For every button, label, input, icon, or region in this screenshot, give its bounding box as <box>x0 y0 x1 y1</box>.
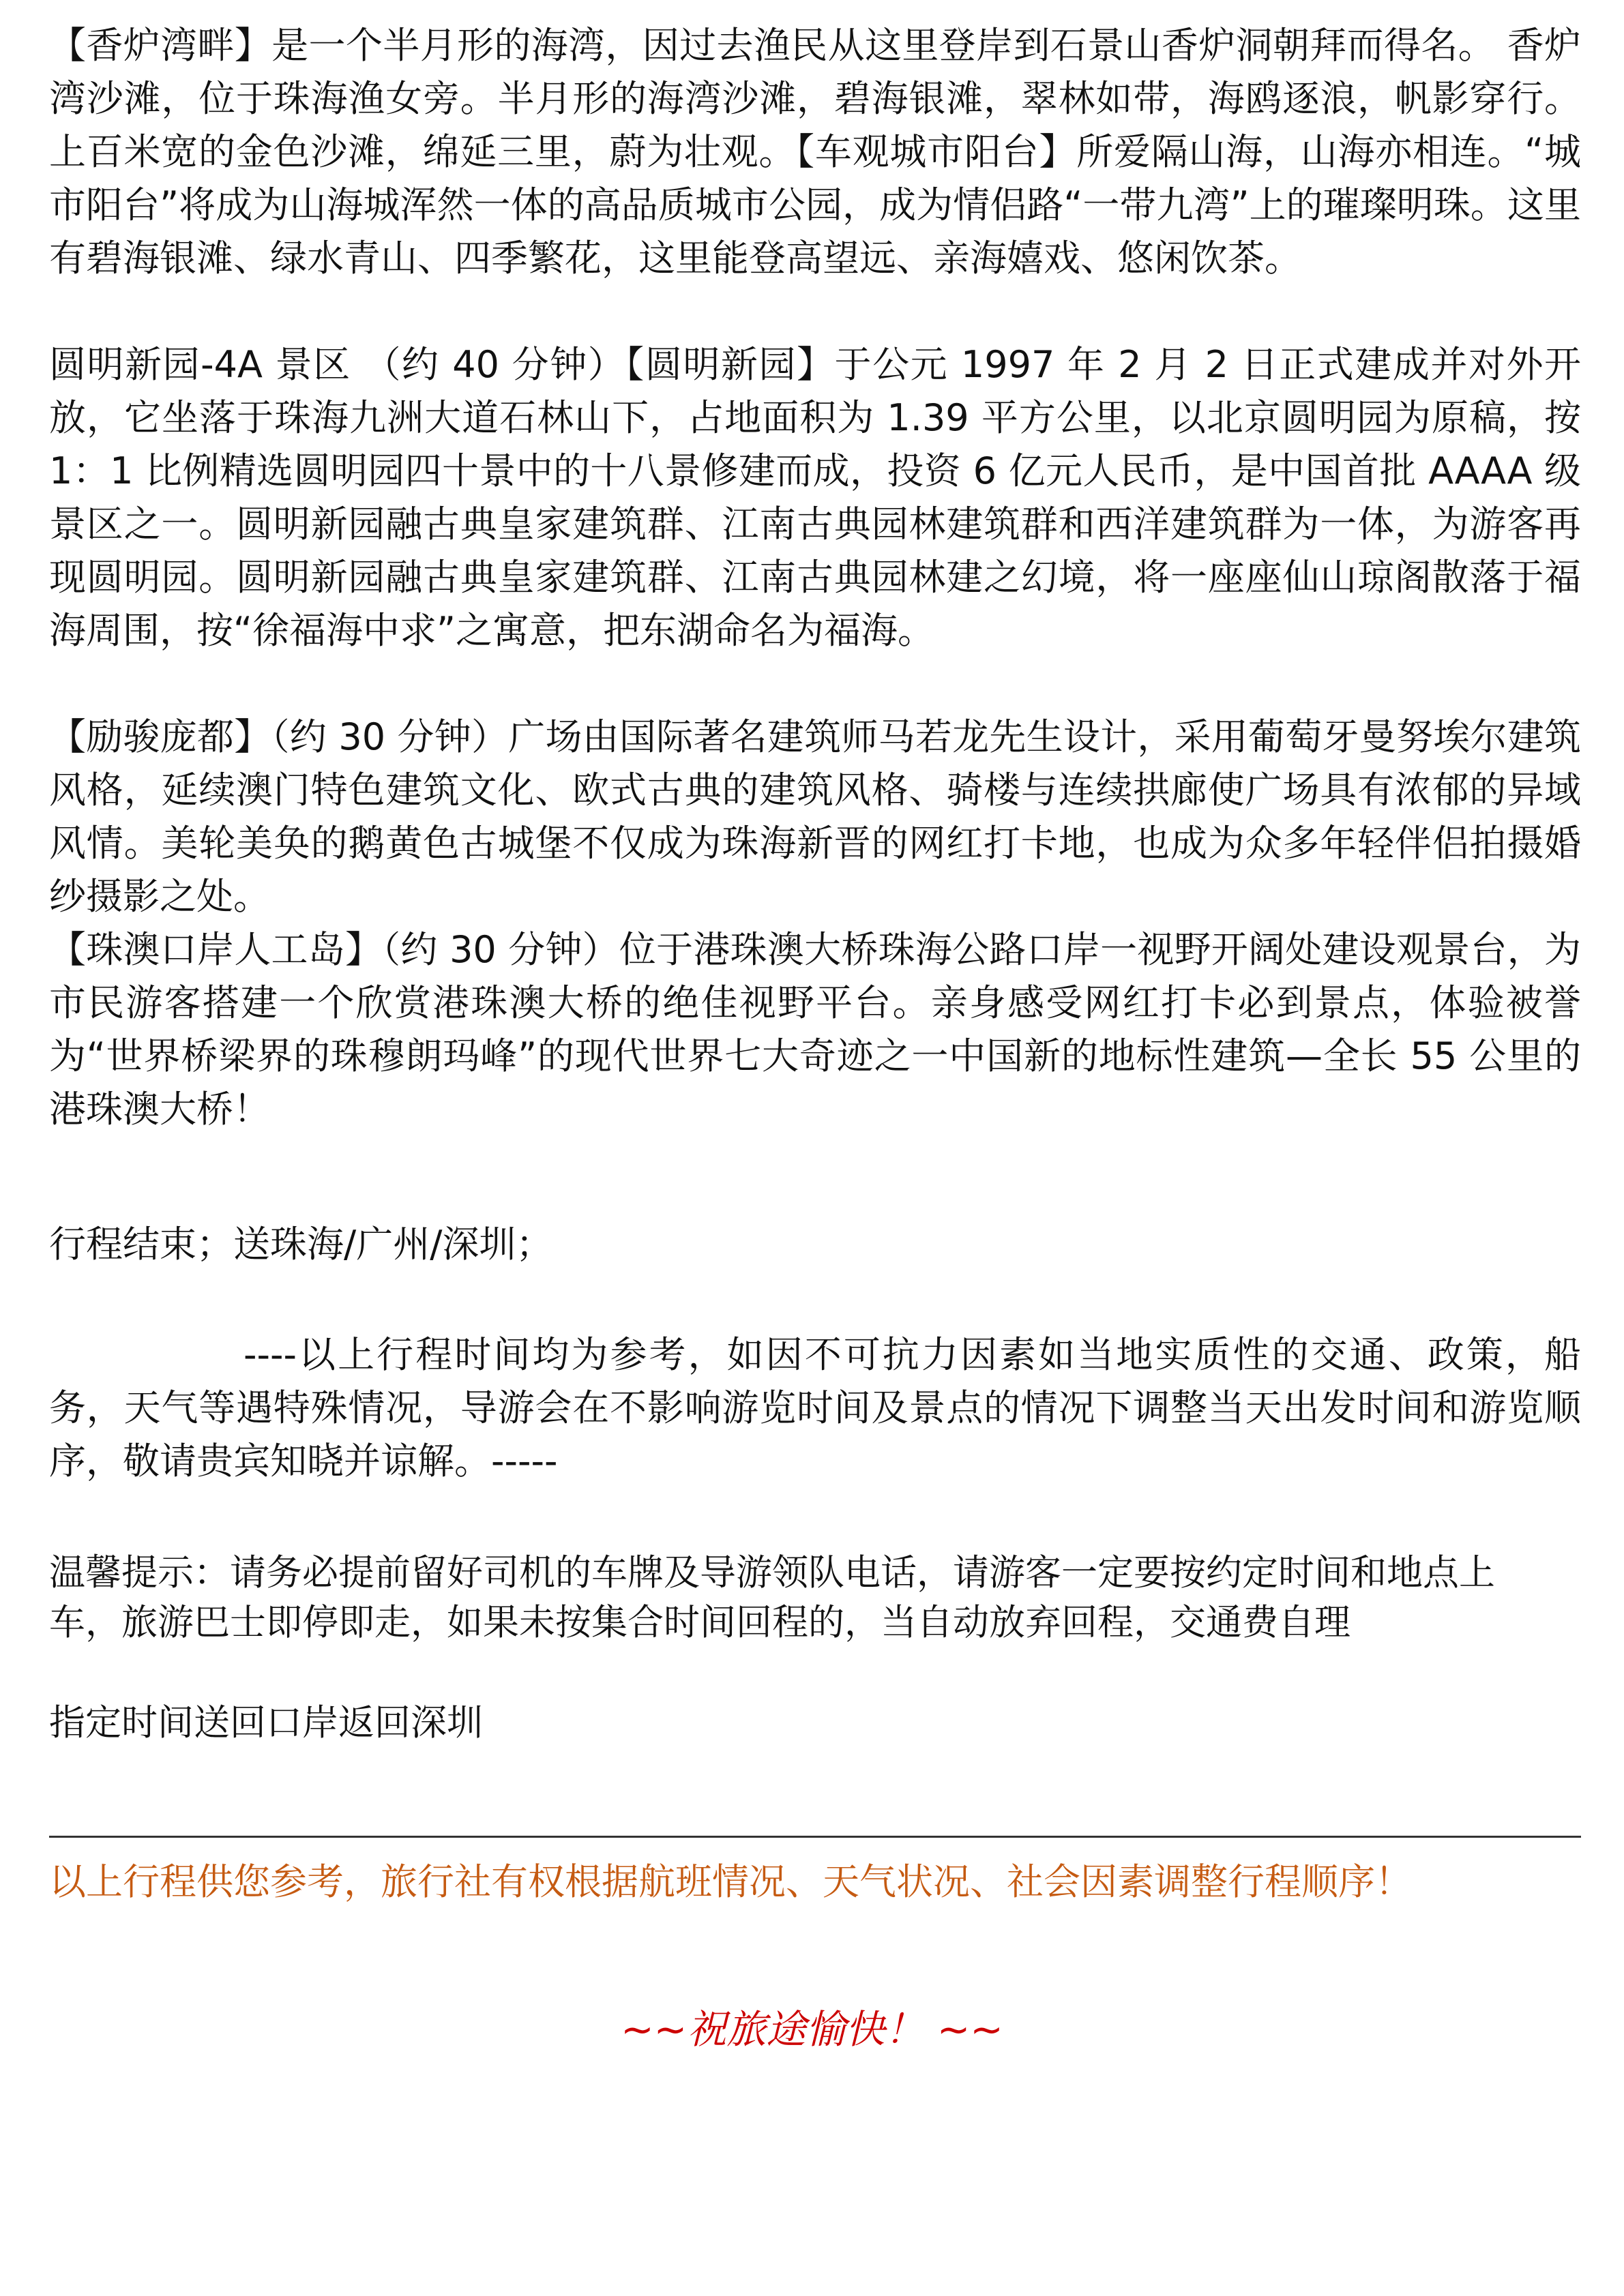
paragraph-trip-end <box>49 1218 1072 1271</box>
paragraph-schedule-disclaimer <box>49 1328 1581 1488</box>
paragraph-return-shenzhen <box>49 1698 1072 1748</box>
paragraph-yuanming-new-garden <box>49 338 1581 657</box>
paragraph-text: 【励骏庞都】（约 30 分钟）广场由国际著名建筑师马若龙先生设计，采用葡萄牙曼努埃尔建筑风格，延续澳门特色建筑文化、欧式古典的建筑风格、骑楼与连续拱廊使广场具有浓郁的异域风情。美轮美奂的鹅黄色古城堡不仅成为珠海新晋的网红打卡地，也成为众多年轻伴侣拍摄婚纱摄影之处。 <box>49 715 1581 918</box>
paragraph-warm-reminder <box>49 1548 1529 1648</box>
farewell-message: ~~祝旅途愉快！ ~~ <box>621 2006 1003 2053</box>
paragraph-text: 【香炉湾畔】是一个半月形的海湾，因过去渔民从这里登岸到石景山香炉洞朝拜而得名。 香炉湾沙滩，位于珠海渔女旁。半月形的海湾沙滩，碧海银滩，翠林如带，海鸥逐浪，帆影穿行。上百米宽的金色沙滩，绵延三里，蔚为壮观。【车观城市阳台】所爱隔山海，山海亦相连。“城市阳台”将成为山海城浑然一体的高品质城市公园，成为情侣路“一带九湾”上的璀璨明珠。这里有碧海银滩、绿水青山、四季繁花，这里能登高望远、亲海嬉戏、悠闲饮茶。 <box>49 24 1581 280</box>
paragraph-lisboeta-plaza <box>49 711 1581 923</box>
horizontal-divider <box>49 1836 1581 1838</box>
itinerary-notice: 以上行程供您参考，旅行社有权根据航班情况、天气状况、社会因素调整行程顺序！ <box>49 1860 1412 1903</box>
paragraph-text: ----以上行程时间均为参考，如因不可抗力因素如当地实质性的交通、政策，船务，天气等遇特殊情况，导游会在不影响游览时间及景点的情况下调整当天出发时间和游览顺序，敬请贵宾知晓并谅解。----- <box>49 1333 1581 1482</box>
paragraph-text: 温馨提示：请务必提前留好司机的车牌及导游领队电话，请游客一定要按约定时间和地点上车，旅游巴士即停即走，如果未按集合时间回程的，当自动放弃回程，交通费自理 <box>49 1552 1495 1643</box>
paragraph-xianglu-bay <box>49 19 1581 285</box>
paragraph-text: 行程结束；送珠海/广州/深圳； <box>49 1223 553 1266</box>
paragraph-zhuhai-macao-port-island <box>49 923 1581 1136</box>
paragraph-text: 圆明新园-4A 景区 （约 40 分钟）【圆明新园】于公元 1997 年 2 月 2 日正式建成并对外开放，它坐落于珠海九洲大道石林山下，占地面积为 1.39 平方公里，以北京圆明园为原稿，按 1：1 比例精选圆明园四十景中的十八景修建而成，投资 6 亿元人民币，是中国首批 AAAA 级景区之一。圆明新园融古典皇家建筑群、江南古典园林建筑群和西洋建筑群为一体，为游客再现圆明园。圆明新园融古典皇家建筑群、江南古典园林建之幻境，将一座座仙山琼阁散落于福海周围，按“徐福海中求”之寓意，把东湖命名为福海。 <box>49 343 1581 652</box>
paragraph-text: 【珠澳口岸人工岛】（约 30 分钟）位于港珠澳大桥珠海公路口岸一视野开阔处建设观景台，为市民游客搭建一个欣赏港珠澳大桥的绝佳视野平台。亲身感受网红打卡必到景点，体验被誉为“世界桥梁界的珠穆朗玛峰”的现代世界七大奇迹之一中国新的地标性建筑—全长 55 公里的港珠澳大桥！ <box>49 928 1581 1131</box>
paragraph-text: 指定时间送回口岸返回深圳 <box>49 1702 483 1744</box>
